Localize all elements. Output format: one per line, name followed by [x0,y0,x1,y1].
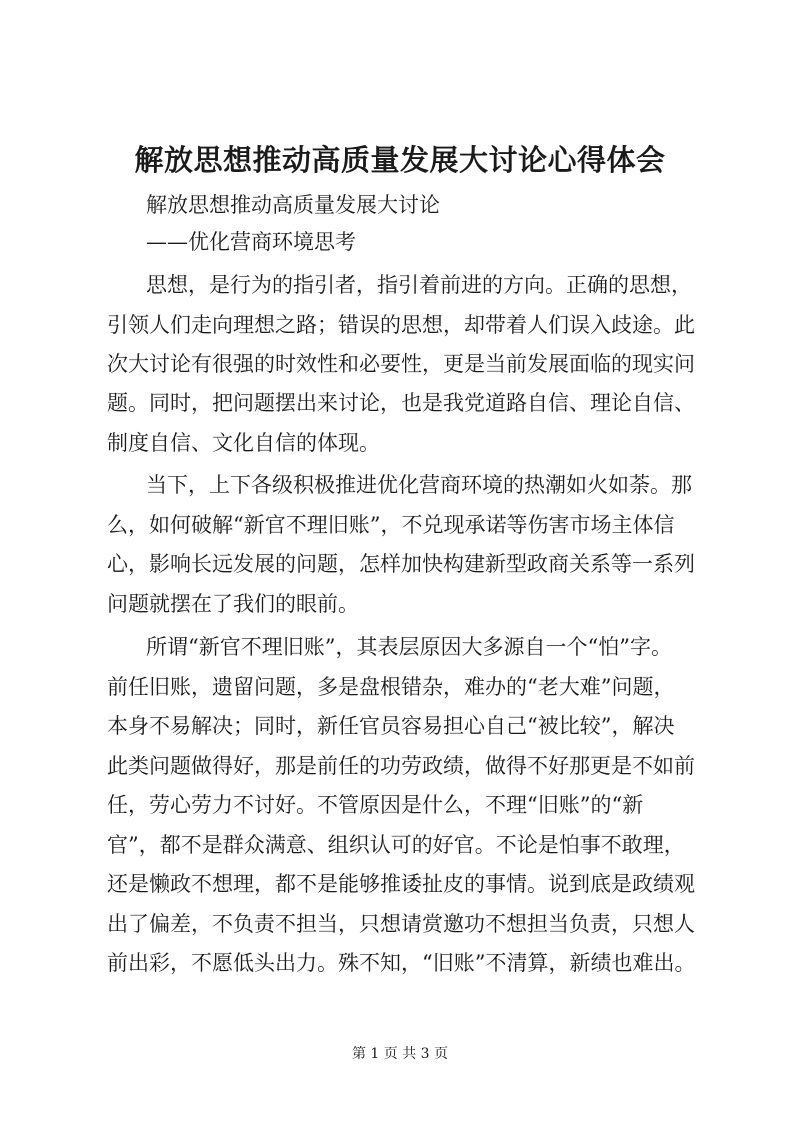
paragraph-line: 此类问题做得好，那是前任的功劳政绩，做得不好那更是不如前 [107,754,695,778]
document-subtitle-secondary: ——优化营商环境思考 [146,230,356,254]
paragraph-line: 前任旧账，遗留问题，多是盘根错杂，难办的“老大难”问题， [107,675,675,699]
document-title: 解放思想推动高质量发展大讨论心得体会 [134,143,666,177]
page-footer: 第 1 页 共 3 页 [351,1046,449,1062]
paragraph-line: 制度自信、文化自信的体现。 [107,431,380,455]
document-subtitle: 解放思想推动高质量发展大讨论 [146,193,440,217]
paragraph-line: 引领人们走向理想之路；错误的思想，却带着人们误入歧途。此 [107,313,695,337]
paragraph-line: 心，影响长远发展的问题，怎样加快构建新型政商关系等一系列 [107,552,695,576]
paragraph-line: 所谓“新官不理旧账”，其表层原因大多源自一个“怕”字。 [146,635,672,659]
paragraph-line: 还是懒政不想理，都不是能够推诿扯皮的事情。说到底是政绩观 [107,872,695,896]
paragraph-line: 出了偏差，不负责不担当，只想请赏邀功不想担当负责，只想人 [107,912,695,936]
paragraph-line: 当下，上下各级积极推进优化营商环境的热潮如火如荼。那 [146,473,692,497]
paragraph-line: 次大讨论有很强的时效性和必要性，更是当前发展面临的现实问 [107,352,695,376]
paragraph-line: 官”，都不是群众满意、组织认可的好官。不论是怕事不敢理， [107,833,685,857]
paragraph-line: 前出彩，不愿低头出力。殊不知，“旧账”不清算，新绩也难出。 [107,951,696,975]
paragraph-line: 问题就摆在了我们的眼前。 [107,592,359,616]
paragraph-line: 本身不易解决；同时，新任官员容易担心自己“被比较”，解决 [107,714,675,738]
paragraph-line: 题。同时，把问题摆出来讨论，也是我党道路自信、理论自信、 [107,391,695,415]
paragraph-line: 思想，是行为的指引者，指引着前进的方向。正确的思想， [146,273,692,297]
paragraph-line: 么，如何破解“新官不理旧账”，不兑现承诺等伤害市场主体信 [107,513,675,537]
paragraph-line: 任，劳心劳力不讨好。不管原因是什么，不理“旧账”的“新 [107,793,644,817]
